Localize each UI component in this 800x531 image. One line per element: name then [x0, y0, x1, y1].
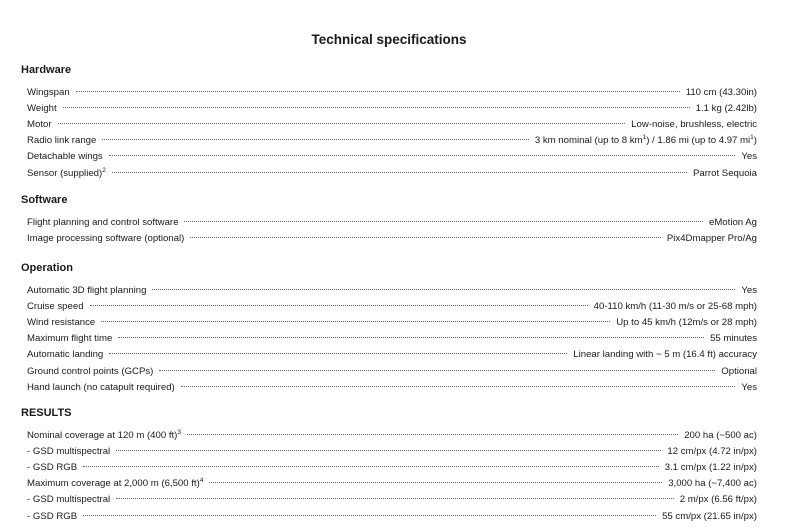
dot-leader [58, 123, 626, 124]
spec-row [27, 231, 757, 247]
spec-label [27, 460, 77, 476]
spec-value [741, 380, 757, 396]
spec-value-text: 55 cm/px (21.65 in/px) [662, 510, 757, 522]
spec-value-text: 1.1 kg (2.42lb) [695, 103, 757, 115]
spec-label [27, 149, 103, 165]
spec-label-text: Sensor (supplied) [27, 167, 103, 179]
spec-label-text: Motor [27, 119, 52, 131]
spec-row [27, 215, 757, 231]
spec-row [27, 380, 757, 396]
spec-row [27, 166, 757, 182]
spec-value-text: Linear landing with ~ 5 m (16.4 ft) accuracy [573, 349, 757, 361]
spec-value [686, 85, 757, 101]
spec-label-text: Weight [27, 103, 57, 115]
spec-row [27, 509, 757, 525]
spec-value [665, 460, 757, 476]
spec-value [696, 101, 757, 117]
section-heading: Hardware [21, 64, 72, 76]
spec-value [667, 231, 757, 247]
spec-value-text: Optional [721, 365, 757, 377]
spec-value [684, 428, 757, 444]
dot-leader [63, 107, 690, 108]
spec-value-text: 110 cm (43.30in) [685, 87, 757, 98]
spec-value [709, 215, 757, 231]
dot-leader [187, 434, 678, 435]
spec-label-text: Hand launch (no catapult required) [27, 381, 175, 393]
spec-label [27, 133, 96, 149]
spec-label-text: - GSD RGB [27, 462, 78, 474]
footnote-marker: 1 [642, 134, 647, 142]
spec-value-text: 3 km nominal (up to 8 km [534, 135, 643, 147]
spec-value-text: Low-noise, brushless, electric [631, 119, 757, 131]
spec-row [27, 85, 757, 101]
spec-row [27, 460, 757, 476]
dot-leader [152, 289, 735, 290]
spec-row [27, 364, 757, 380]
spec-value-text: Pix4Dmapper Pro/Ag [666, 233, 757, 245]
spec-value-text: ) [753, 135, 757, 147]
spec-row [27, 299, 757, 315]
spec-label [27, 428, 181, 444]
dot-leader [90, 305, 588, 306]
spec-value [616, 315, 757, 331]
spec-label-text: Automatic landing [27, 349, 104, 361]
spec-value-text: 3.1 cm/px (1.22 in/px) [664, 462, 757, 474]
section-heading: RESULTS [21, 407, 72, 419]
footnote-marker: 1 [750, 134, 754, 142]
spec-value [693, 166, 757, 182]
spec-row [27, 428, 757, 444]
spec-value-text: Yes [741, 285, 757, 296]
spec-label-text: Nominal coverage at 120 m (400 ft) [27, 430, 178, 441]
spec-label-text: Maximum coverage at 2,000 m (6,500 ft) [27, 478, 200, 490]
spec-value-text: 12 cm/px (4.72 in/px) [667, 446, 757, 458]
spec-label [27, 283, 146, 299]
spec-row [27, 283, 757, 299]
section-heading: Operation [21, 262, 73, 274]
spec-value-text: Yes [741, 381, 757, 393]
spec-value [573, 347, 757, 363]
dot-leader [159, 370, 715, 371]
spec-label [27, 364, 153, 380]
spec-row [27, 101, 757, 117]
spec-value [741, 149, 757, 165]
spec-value [741, 283, 757, 299]
spec-row [27, 444, 757, 460]
spec-label [27, 85, 70, 101]
dot-leader [109, 155, 736, 156]
spec-label-text: - GSD multispectral [27, 446, 111, 458]
dot-leader [181, 386, 736, 387]
footnote-marker: 2 [102, 166, 106, 174]
spec-value [631, 117, 757, 133]
spec-label-text: Maximum flight time [27, 333, 113, 345]
spec-label-text: Automatic 3D flight planning [27, 285, 147, 296]
section-heading: Software [21, 194, 68, 206]
spec-value-text: Parrot Sequoia [693, 167, 757, 179]
spec-label-text: Detachable wings [27, 151, 103, 163]
spec-value [535, 133, 757, 149]
dot-leader [83, 515, 656, 516]
spec-value-text: 40-110 km/h (11-30 m/s or 25-68 mph) [593, 301, 757, 313]
spec-value-text: eMotion Ag [708, 217, 757, 228]
spec-row [27, 149, 757, 165]
spec-label [27, 315, 95, 331]
dot-leader [116, 450, 661, 451]
spec-label-text: Flight planning and control software [27, 217, 179, 228]
spec-label [27, 231, 184, 247]
footnote-marker: 3 [177, 428, 182, 436]
spec-value-text: 200 ha (~500 ac) [684, 430, 757, 441]
dot-leader [109, 353, 567, 354]
spec-row [27, 347, 757, 363]
spec-value [721, 364, 757, 380]
spec-value [667, 444, 757, 460]
spec-label-text: - GSD multispectral [27, 494, 111, 506]
dot-leader [184, 221, 703, 222]
spec-label [27, 492, 110, 508]
spec-label [27, 380, 175, 396]
dot-leader [118, 337, 704, 338]
dot-leader [190, 237, 661, 238]
spec-label [27, 331, 112, 347]
spec-label-text: Wind resistance [27, 317, 96, 329]
spec-label-text: Cruise speed [27, 301, 84, 313]
spec-label-text: Wingspan [27, 87, 70, 98]
dot-leader [102, 139, 529, 140]
dot-leader [83, 466, 659, 467]
spec-value-text: 55 minutes [710, 333, 757, 345]
spec-label [27, 117, 52, 133]
spec-label-text: Radio link range [27, 135, 97, 147]
spec-value [680, 492, 757, 508]
dot-leader [116, 498, 674, 499]
spec-value [710, 331, 757, 347]
spec-label [27, 347, 103, 363]
spec-value [594, 299, 757, 315]
spec-label [27, 101, 57, 117]
spec-label [27, 509, 77, 525]
spec-value [662, 509, 757, 525]
spec-value [668, 476, 757, 492]
spec-row [27, 117, 757, 133]
spec-row [27, 133, 757, 149]
spec-value-text: ) / 1.86 mi (up to 4.97 mi [646, 135, 751, 147]
spec-label [27, 215, 178, 231]
footnote-marker: 4 [199, 477, 204, 485]
spec-label-text: Ground control points (GCPs) [27, 365, 154, 377]
spec-value-text: 3,000 ha (~7,400 ac) [668, 478, 757, 490]
spec-row [27, 331, 757, 347]
spec-label [27, 166, 106, 182]
dot-leader [76, 91, 680, 92]
spec-label-text: - GSD RGB [27, 510, 78, 522]
spec-row [27, 492, 757, 508]
spec-value-text: Yes [741, 151, 757, 163]
dot-leader [101, 321, 610, 322]
dot-leader [209, 482, 662, 483]
page-title: Technical specifications [311, 32, 467, 47]
spec-label [27, 299, 84, 315]
spec-label-text: Image processing software (optional) [27, 233, 185, 245]
spec-row [27, 315, 757, 331]
spec-value-text: 2 m/px (6.56 ft/px) [679, 494, 757, 506]
spec-label [27, 476, 203, 492]
spec-row [27, 476, 757, 492]
dot-leader [112, 172, 687, 173]
spec-label [27, 444, 110, 460]
spec-value-text: Up to 45 km/h (12m/s or 28 mph) [616, 317, 757, 329]
